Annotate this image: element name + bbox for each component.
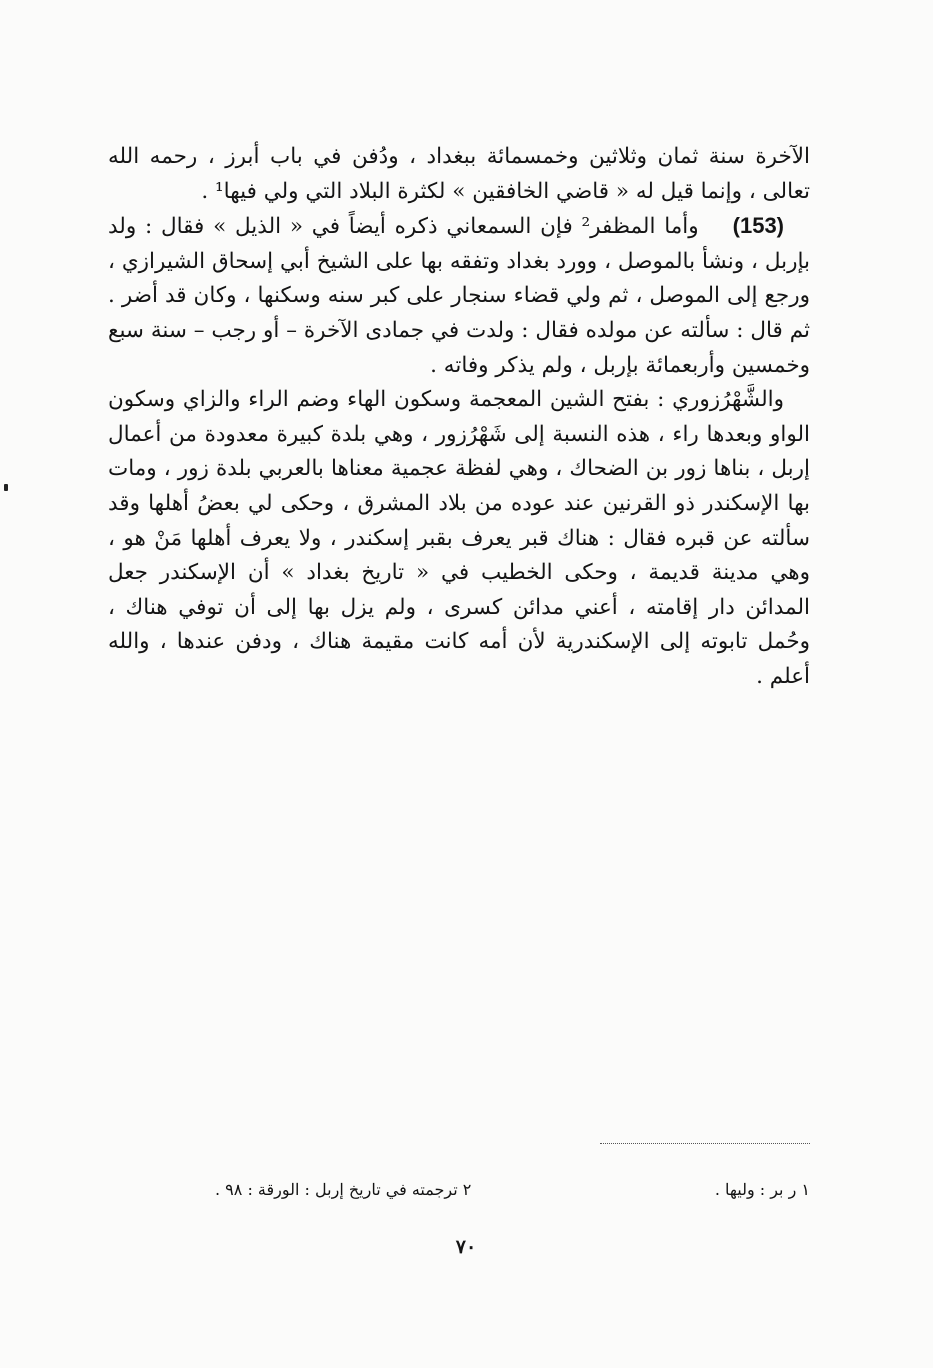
entry-number: (153) xyxy=(732,213,784,239)
page-number: ٧٠ xyxy=(455,1236,477,1258)
shahrazuri-paragraph: والشَّهْرُزوري : بفتح الشين المعجمة وسكون الهاء وضم الراء والزاي وسكون الواو وبعدها راء ، هذه النسبة إلى شَهْرُزور ، وهي بلدة كبيرة معدودة من أعمال إربل ، بناها زور بن الضحاك ، وهي لفظة عجمية معناها بالعربي بلدة زور ، ومات بها الإسكندر ذو القرنين عند عوده من بلاد المشرق ، وحكى لي بعضُ أهلها وقد سألته عن قبره فقال : هناك قبر يعرف بقبر إسكندر ، ولا يعرف أهلها مَنْ هو ، وهي مدينة قديمة ، وحكى الخطيب في « تاريخ بغداد » أن الإسكندر جعل المدائن دار إقامته ، أعني مدائن كسرى ، ولم يزل بها إلى أن توفي هناك ، وحُمل تابوته إلى الإسكندرية لأن أمه كانت مقيمة هناك ، ودفن عندها ، والله أعلم . xyxy=(108,387,810,689)
entry-text: وأما المظفر² فإن السمعاني ذكره أيضاً في « الذيل » فقال : ولد بإربل ، ونشأ بالموصل ، وورد بغداد وتفقه بها على الشيخ أبي إسحاق الشيرازي ، ورجع إلى الموصل ، ثم ولي قضاء سنجار على كبر سنه وسكنها ، وكان قد أضر . ثم قال : سألته عن مولده فقال : ولدت في جمادى الآخرة – أو رجب – سنة سبع وخمسين وأربعمائة بإربل ، ولم يذكر وفاته . xyxy=(108,214,810,378)
footnotes xyxy=(215,1178,810,1202)
main-text-block xyxy=(108,140,810,695)
footnote-1: ١ ر بر : وليها . xyxy=(714,1180,810,1199)
footnote-divider xyxy=(600,1143,810,1144)
margin-mark xyxy=(4,484,8,491)
footnote-2: ٢ ترجمته في تاريخ إربل : الورقة : ٩٨ . xyxy=(215,1180,472,1199)
entry-paragraph xyxy=(108,209,810,383)
intro-paragraph: الآخرة سنة ثمان وثلاثين وخمسمائة ببغداد ، ودُفن في باب أبرز ، رحمه الله تعالى ، وإنما قيل له « قاضي الخافقين » لكثرة البلاد التي ولي فيها¹ . xyxy=(108,144,810,204)
